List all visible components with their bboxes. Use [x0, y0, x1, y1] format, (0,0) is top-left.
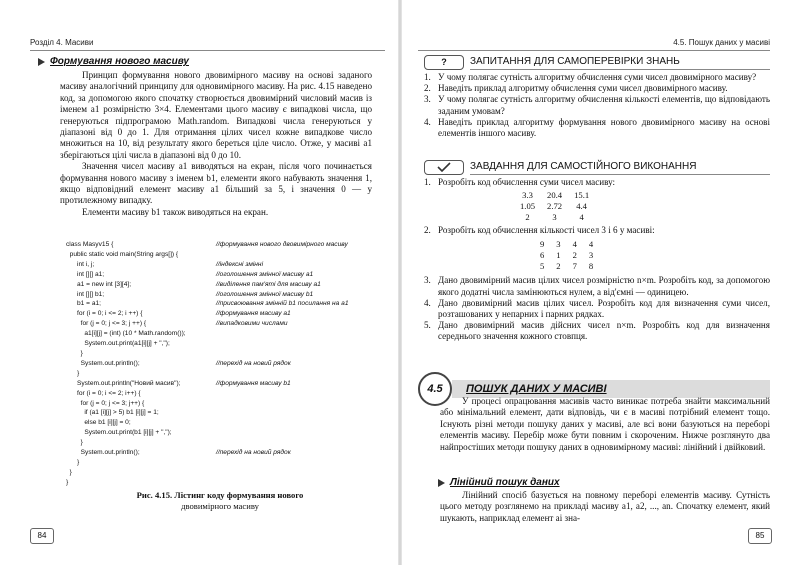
matrix-cell: 6	[540, 250, 545, 261]
section-title: ПОШУК ДАНИХ У МАСИВІ	[452, 380, 770, 398]
running-head: 4.5. Пошук даних у масиві	[673, 38, 770, 47]
matrix-cell: 5	[540, 261, 545, 272]
code-text: System.out.print(b1 [i][j] + ",");	[66, 429, 172, 437]
matrix-cell: 2	[556, 261, 561, 272]
code-line	[66, 290, 376, 300]
subheading	[38, 56, 189, 67]
questions-list	[424, 72, 770, 139]
question-text: Наведіть приклад алгоритму формування нового двовимірного масиву на основі елементів іншого масиву.	[438, 116, 770, 139]
matrix-cell: 2.72	[547, 201, 563, 212]
task-item	[424, 225, 770, 236]
code-comment: //перехід на новий рядок	[216, 359, 291, 367]
task-text: Дано двовимірний масив дійсних чисел n×m. Розробіть код для визначення середнього значення кожного стовпця.	[438, 320, 770, 342]
code-line	[66, 309, 376, 319]
question-icon: ?	[424, 55, 464, 70]
right-page	[400, 0, 800, 565]
task-text: Дано двовимірний масив цілих чисел. Розробіть код для визначення суми чисел, розташованих у непарних і парних рядках.	[438, 297, 770, 320]
task-number: 5.	[424, 320, 431, 331]
code-line	[66, 418, 376, 428]
code-line	[66, 428, 376, 438]
task-text: Дано двовимірний масив цілих чисел розмірністю n×m. Розробіть код, за допомогою якого додатні числа замінюються нулем, а від'ємні — одиницею.	[438, 275, 770, 297]
code-text: b1 = a1;	[66, 300, 102, 308]
code-line	[66, 250, 376, 260]
header-rule	[418, 50, 770, 51]
task-item	[424, 298, 770, 320]
matrix-cell: 2	[525, 212, 530, 223]
section-number-badge: 4.5	[418, 372, 452, 406]
tasks-section	[424, 160, 770, 343]
task-item	[424, 275, 770, 297]
matrix-cell: 4	[572, 239, 577, 250]
question-item	[424, 94, 770, 116]
question-number: 1.	[424, 72, 431, 82]
matrix-row	[514, 201, 595, 212]
code-line	[66, 408, 376, 418]
questions-header	[424, 55, 770, 69]
code-comment: //присвоювання змінній b1 посилання на a1	[216, 300, 349, 308]
code-text: System.out.println();	[66, 449, 140, 457]
page-number: 85	[748, 528, 772, 544]
task-text: Розробіть код обчислення суми чисел масиву:	[438, 177, 616, 187]
code-comment: //перехід на новий рядок	[216, 449, 291, 457]
task-number: 4.	[424, 297, 431, 308]
code-line	[66, 399, 376, 409]
code-text: int [][] a1;	[66, 270, 105, 278]
tasks-title: ЗАВДАННЯ ДЛЯ САМОСТІЙНОГО ВИКОНАННЯ	[470, 160, 770, 175]
question-text: У чому полягає сутність алгоритму обчислення суми чисел двовимірного масиву?	[438, 72, 757, 82]
code-line	[66, 260, 376, 270]
subheading	[438, 477, 560, 488]
matrix-cell: 3	[552, 212, 557, 223]
tasks-header	[424, 160, 770, 174]
questions-title: ЗАПИТАННЯ ДЛЯ САМОПЕРЕВІРКИ ЗНАНЬ	[470, 55, 770, 70]
code-line	[66, 478, 376, 488]
tasks-rest	[424, 275, 770, 342]
task-number: 2.	[424, 225, 431, 236]
task-text: Розробіть код обчислення кількості чисел 3 і 6 у масиві:	[438, 225, 655, 236]
code-comment: //випадковими числами	[216, 320, 288, 328]
question-item	[424, 117, 770, 139]
code-comment: //індексні змінні	[216, 260, 264, 268]
body-text	[60, 70, 372, 218]
section-body	[440, 396, 770, 453]
subheading-text: Формування нового масиву	[50, 56, 189, 67]
code-text: a1[i][j] = (int) (10 * Math.random());	[66, 330, 186, 338]
code-line	[66, 329, 376, 339]
matrix-cell: 4	[588, 239, 594, 250]
code-text: a1 = new int [3][4];	[66, 280, 132, 288]
question-item	[424, 83, 770, 94]
code-line	[66, 240, 376, 250]
header-rule	[30, 50, 385, 51]
code-text: }	[66, 458, 80, 466]
question-item	[424, 72, 770, 83]
matrix-2	[534, 239, 599, 272]
matrix-cell: 7	[572, 261, 577, 272]
matrix-cell: 9	[540, 239, 545, 250]
question-number: 3.	[424, 94, 431, 105]
figure-caption	[90, 490, 350, 512]
matrix-row	[534, 261, 599, 272]
code-comment: //формування масиву b1	[216, 379, 291, 387]
paragraph: Елементи масиву b1 також виводяться на екран.	[82, 206, 269, 217]
caption-line: Рис. 4.15. Лістинг коду формування нового	[136, 490, 304, 500]
code-text: public static void main(String args[]) {	[66, 250, 179, 258]
arrow-icon	[438, 479, 445, 487]
matrix-row	[534, 250, 599, 261]
matrix-1	[514, 190, 595, 223]
code-text: else b1 [i][j] = 0;	[66, 419, 131, 427]
code-text: }	[66, 439, 83, 447]
paragraph: У процесі опрацювання масивів часто виникає потреба знайти максимальний або мінімальний елемент, дати відповідь, чи є в масиві потрібний елемент тощо. Існують різні методи пошуку даних у масиві, але всі вони базуються на переборі елементів масиву. Перебір може бути повним і скороченим. Нижче розглянуто два найпростіших методи пошуку даних в одновимірному масиві: лінійний і двійковий.	[440, 396, 770, 452]
tasks-list	[424, 177, 770, 343]
code-text: int i, j;	[66, 260, 95, 268]
code-text: }	[66, 369, 80, 377]
code-text: if (a1 [i][j] > 5) b1 [i][j] = 1;	[66, 409, 159, 417]
code-text: }	[66, 478, 69, 486]
code-line	[66, 389, 376, 399]
question-number: 2.	[424, 83, 431, 94]
code-line	[66, 280, 376, 290]
matrix-cell: 3	[588, 250, 594, 261]
code-line	[66, 438, 376, 448]
code-line	[66, 319, 376, 329]
code-text: System.out.println("Новий масив");	[66, 379, 181, 387]
matrix-cell: 1	[556, 250, 561, 261]
code-line	[66, 379, 376, 389]
code-text: System.out.println();	[66, 359, 140, 367]
matrix-row	[514, 212, 595, 223]
matrix-cell: 4.4	[576, 201, 587, 212]
matrix-cell: 8	[588, 261, 594, 272]
code-line	[66, 359, 376, 369]
task-number: 1.	[424, 177, 431, 187]
code-listing	[66, 240, 376, 488]
code-line	[66, 369, 376, 379]
code-comment: //формування нового двовимірного масиву	[216, 241, 348, 248]
matrix-cell: 3	[556, 239, 561, 250]
matrix-cell: 2	[572, 250, 577, 261]
code-text: for (i = 0; i <= 2; i ++) {	[66, 310, 143, 318]
task-number: 3.	[424, 275, 431, 286]
subheading-text: Лінійний пошук даних	[450, 477, 560, 488]
code-line	[66, 270, 376, 280]
code-line	[66, 349, 376, 359]
code-line	[66, 468, 376, 478]
code-comment: //оголошення змінної масиву a1	[216, 270, 314, 278]
code-text: }	[66, 349, 83, 357]
page-number: 84	[30, 528, 54, 544]
matrix-cell: 4	[579, 212, 584, 223]
code-comment: //оголошення змінної масиву b1	[216, 290, 314, 298]
matrix-cell: 1.05	[520, 201, 536, 212]
matrix-cell: 15.1	[574, 190, 590, 201]
code-comment: //формування масиву a1	[216, 310, 291, 318]
paragraph: Лінійний спосіб базується на повному переборі елементів масиву. Сутність цього методу розглянемо на прикладі масиву a1, a2, ..., an. Спочатку елемент, який шукають, наприклад елемент аі зна-	[440, 490, 770, 523]
question-text: У чому полягає сутність алгоритму обчислення кількості елементів, що відповідають заданим умовам?	[438, 94, 770, 116]
code-text: for (j = 0; j <= 3; j++) {	[66, 399, 145, 407]
code-line	[66, 339, 376, 349]
code-text: class Masyv15 {	[66, 241, 114, 248]
paragraph: Принцип формування нового двовимірного масиву на основі заданого масиву аналогічний принципу для одновимірного масиву. На рис. 4.15 наведено код, за допомогою якого спочатку створюється двовимірний числовий масив із іменем a1 розмірністю 3×4. Елементами цього масиву є випадкові числа, що генеруються підпрограмою Math.random. Випадкові числа генеруються у діапазоні від 0 до 1. Для отримання цілих чисел кожне випадкове число множиться на 10, від результату якого береться ціле число. Отже, у масиві a1 зберігаються цілі числа в діапазоні від 0 до 10.	[60, 70, 372, 160]
running-head: Розділ 4. Масиви	[30, 38, 94, 47]
code-text: for (j = 0; j <= 3; j ++) {	[66, 320, 147, 328]
question-number: 4.	[424, 116, 431, 127]
arrow-icon	[38, 58, 45, 66]
subsection-body	[440, 490, 770, 524]
question-text: Наведіть приклад алгоритму обчислення суми чисел двовимірного масиву.	[438, 83, 728, 94]
caption-line: двовимірного масиву	[181, 501, 259, 511]
matrix-row	[514, 190, 595, 201]
code-line	[66, 299, 376, 309]
matrix-row	[534, 239, 599, 250]
check-icon	[424, 160, 464, 175]
code-comment: //виділення пам'яті для масиву a1	[216, 280, 321, 288]
code-text: System.out.print(a1[i][j] + ",");	[66, 340, 170, 348]
code-text: for (i = 0; i <= 2; i++) {	[66, 389, 141, 397]
code-line	[66, 448, 376, 458]
questions-section	[424, 55, 770, 139]
matrix-cell: 20.4	[547, 190, 563, 201]
task-item	[424, 320, 770, 342]
paragraph: Значення чисел масиву a1 виводяться на екран, після чого починається формування нового масиву з іменем b1, елементи якого набувають значення 1, якщо відповідний елемент масиву a1 більший за 5, і значення 0 — у протилежному випадку.	[60, 161, 372, 206]
code-text: int [][] b1;	[66, 290, 105, 298]
code-text: }	[66, 468, 72, 476]
task-item	[424, 177, 770, 188]
code-line	[66, 458, 376, 468]
matrix-cell: 3.3	[522, 190, 533, 201]
